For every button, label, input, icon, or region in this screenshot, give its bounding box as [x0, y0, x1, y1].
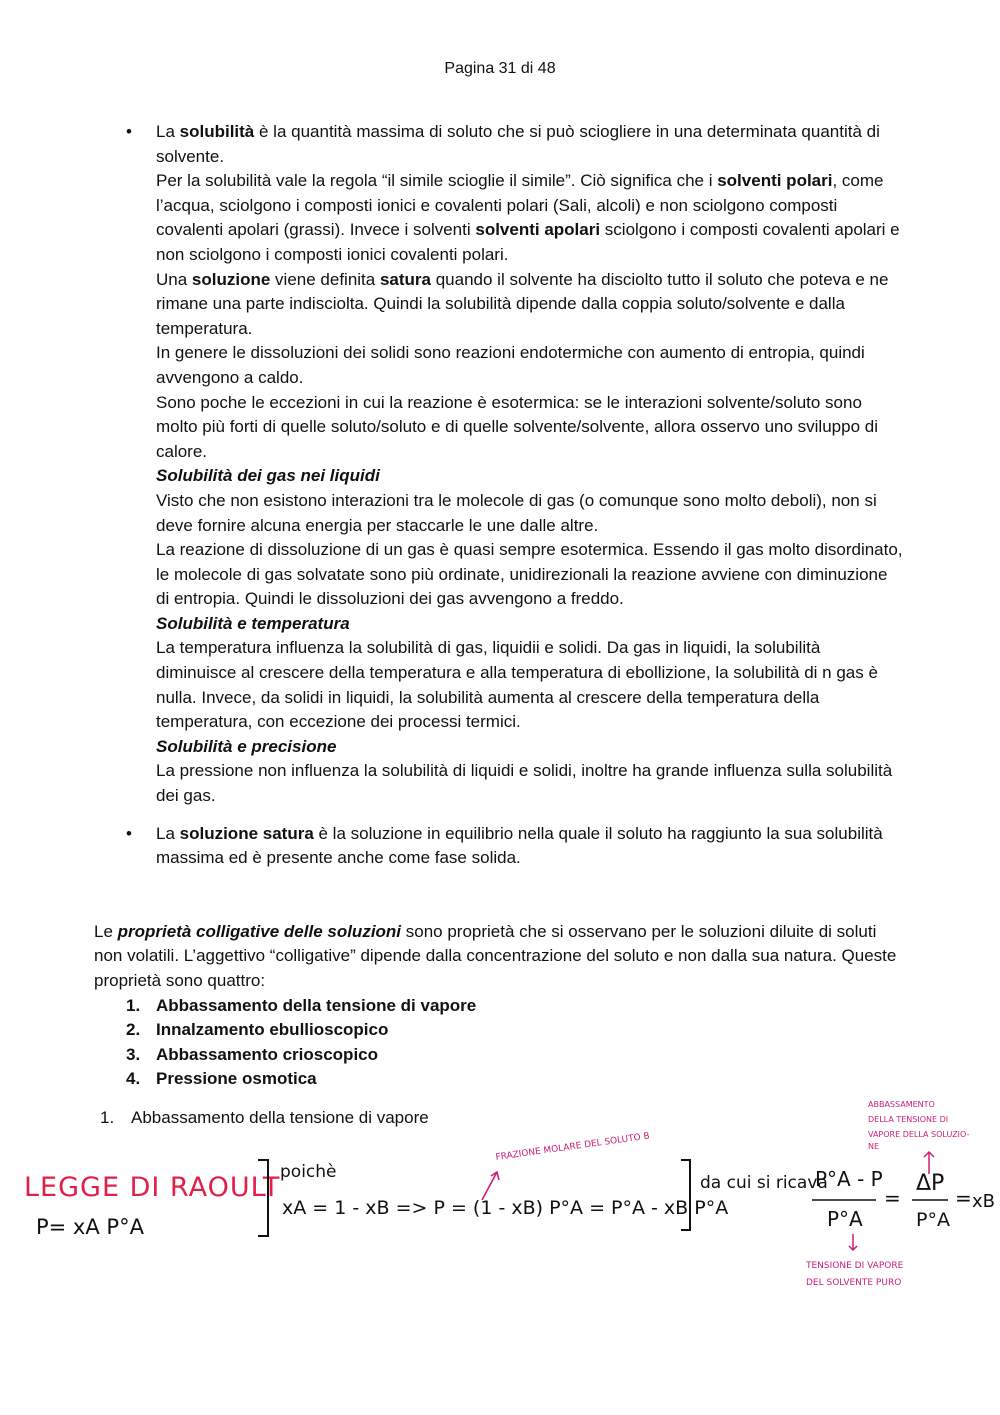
final-lhs-numerator: P°A - P: [815, 1167, 883, 1191]
section-heading-vapor-pressure: 1. Abbassamento della tensione di vapore: [100, 1107, 429, 1127]
arrow-abbassamento: [924, 1152, 934, 1174]
colligative-list: [94, 994, 904, 1092]
list-item: 3. Abbassamento crioscopico: [126, 1044, 379, 1064]
bullet-icon: •: [126, 122, 132, 141]
final-mid-denominator: P°A: [916, 1209, 950, 1231]
equals-sign: =: [955, 1186, 972, 1210]
bullet-solubility: [94, 120, 904, 809]
frazione-molare-label: FRAZIONE MOLARE DEL SOLUTO B: [495, 1131, 651, 1163]
endothermic-paragraph: In genere le dissoluzioni dei solidi sono reazioni endotermiche con aumento di entropia, quindi avvengono a caldo.: [156, 343, 865, 387]
polar-solvents-paragraph: Per la solubilità vale la regola “il simile scioglie il simile”. Ciò significa che i solventi polari, come l’acqua, sciolgono i composti ionici e covalenti polari (Sali, alcoli) e non sciolgono composti covalenti apolari (grassi). Invece i solventi solventi apolari sciolgono i composti covalenti apolari e non sciolgono i composti ionici covalenti polari.: [156, 171, 900, 264]
final-lhs-denominator: P°A: [827, 1207, 863, 1231]
bracket-left: [258, 1160, 268, 1236]
arrow-tensione: [849, 1234, 857, 1250]
list-item: 1. Abbassamento della tensione di vapore: [126, 995, 477, 1015]
saturated-solution-paragraph: Una soluzione viene definita satura quando il solvente ha disciolto tutto il soluto che poteva e ne rimane una parte indisciolta. Quindi la solubilità dipende dalla coppia soluto/solvente e dalla temperatura.: [156, 269, 889, 338]
tensione-annotation: TENSIONE DI VAPORE DEL SOLVENTE PURO: [806, 1261, 904, 1288]
da-cui-si-ricava: da cui si ricava: [700, 1173, 828, 1193]
raoult-formula: P= xA P°A: [36, 1215, 144, 1239]
solubility-definition: La solubilità è la quantità massima di soluto che si può sciogliere in una determinata quantità di solvente.: [156, 122, 880, 166]
subheading-temperature: Solubilità e temperatura: [156, 613, 350, 633]
temperature-paragraph: La temperatura influenza la solubilità di gas, liquidii e solidi. Da gas in liquidi, la solubilità diminuisce al crescere della temperatura e alla temperatura di ebollizione, la solubilità di n gas è nulla. Invece, da solidi in liquidi, la solubilità aumenta al crescere della temperatura della temperatura, con eccezione dei processi termici.: [156, 638, 878, 732]
saturated-solution-definition: La soluzione satura è la soluzione in equilibrio nella quale il soluto ha raggiunto la sua solubilità massima ed è presente anche come fase solida.: [156, 823, 883, 868]
bracket-right: [681, 1160, 690, 1230]
bullet-saturated-solution: [94, 822, 904, 871]
gas-dissolution-paragraph: La reazione di dissoluzione di un gas è quasi sempre esotermica. Essendo il gas molto disordinato, le molecole di gas solvatate sono più ordinate, unidirezionali la reazione avviene con diminuzione di entropia. Quindi le dissoluzioni dei gas avvengono a freddo.: [156, 540, 903, 609]
derivation-formula: xA = 1 - xB => P = (1 - xB) P°A = P°A - xB P°A: [282, 1197, 729, 1219]
document-body: [94, 120, 904, 1131]
abbassamento-annotation: ABBASSAMENTO DELLA TENSIONE DI VAPORE DELLA SOLUZIO- NE: [868, 1100, 970, 1151]
list-item: 4. Pressione osmotica: [126, 1069, 317, 1089]
gas-interactions-paragraph: Visto che non esistono interazioni tra le molecole di gas (o comunque sono molto deboli), non si deve fornire alcuna energia per staccarle le une dalle altre.: [156, 490, 877, 535]
exothermic-paragraph: Sono poche le eccezioni in cui la reazione è esotermica: se le interazioni solvente/soluto sono molto più forti di quelle soluto/soluto e di quelle solvente/solvente, allora osservo uno sviluppo di calore.: [156, 392, 878, 461]
colligative-properties-paragraph: Le proprietà colligative delle soluzioni sono proprietà che si osservano per le soluzioni diluite di soluti non volatili. L’aggettivo “colligative” dipende dalla concentrazione del soluto e non dalla sua natura. Queste proprietà sono quattro:: [94, 921, 897, 990]
final-rhs: xB: [972, 1191, 996, 1212]
raoult-law-title: LEGGE DI RAOULT: [24, 1172, 281, 1203]
page-header: Pagina 31 di 48: [444, 60, 556, 77]
equals-sign: =: [884, 1186, 901, 1210]
final-mid-numerator: ΔP: [916, 1171, 945, 1196]
pressure-paragraph: La pressione non influenza la solubilità di liquidi e solidi, inoltre ha grande influenza sulla solubilità dei gas.: [156, 761, 893, 806]
bullet-icon: •: [126, 823, 132, 843]
list-item: 2. Innalzamento ebullioscopico: [126, 1020, 389, 1040]
poiche-label: poichè: [280, 1162, 337, 1182]
subheading-gas-in-liquids: Solubilità dei gas nei liquidi: [156, 466, 380, 486]
arrow-frazione: [482, 1172, 499, 1200]
subheading-pressure: Solubilità e precisione: [156, 736, 337, 756]
